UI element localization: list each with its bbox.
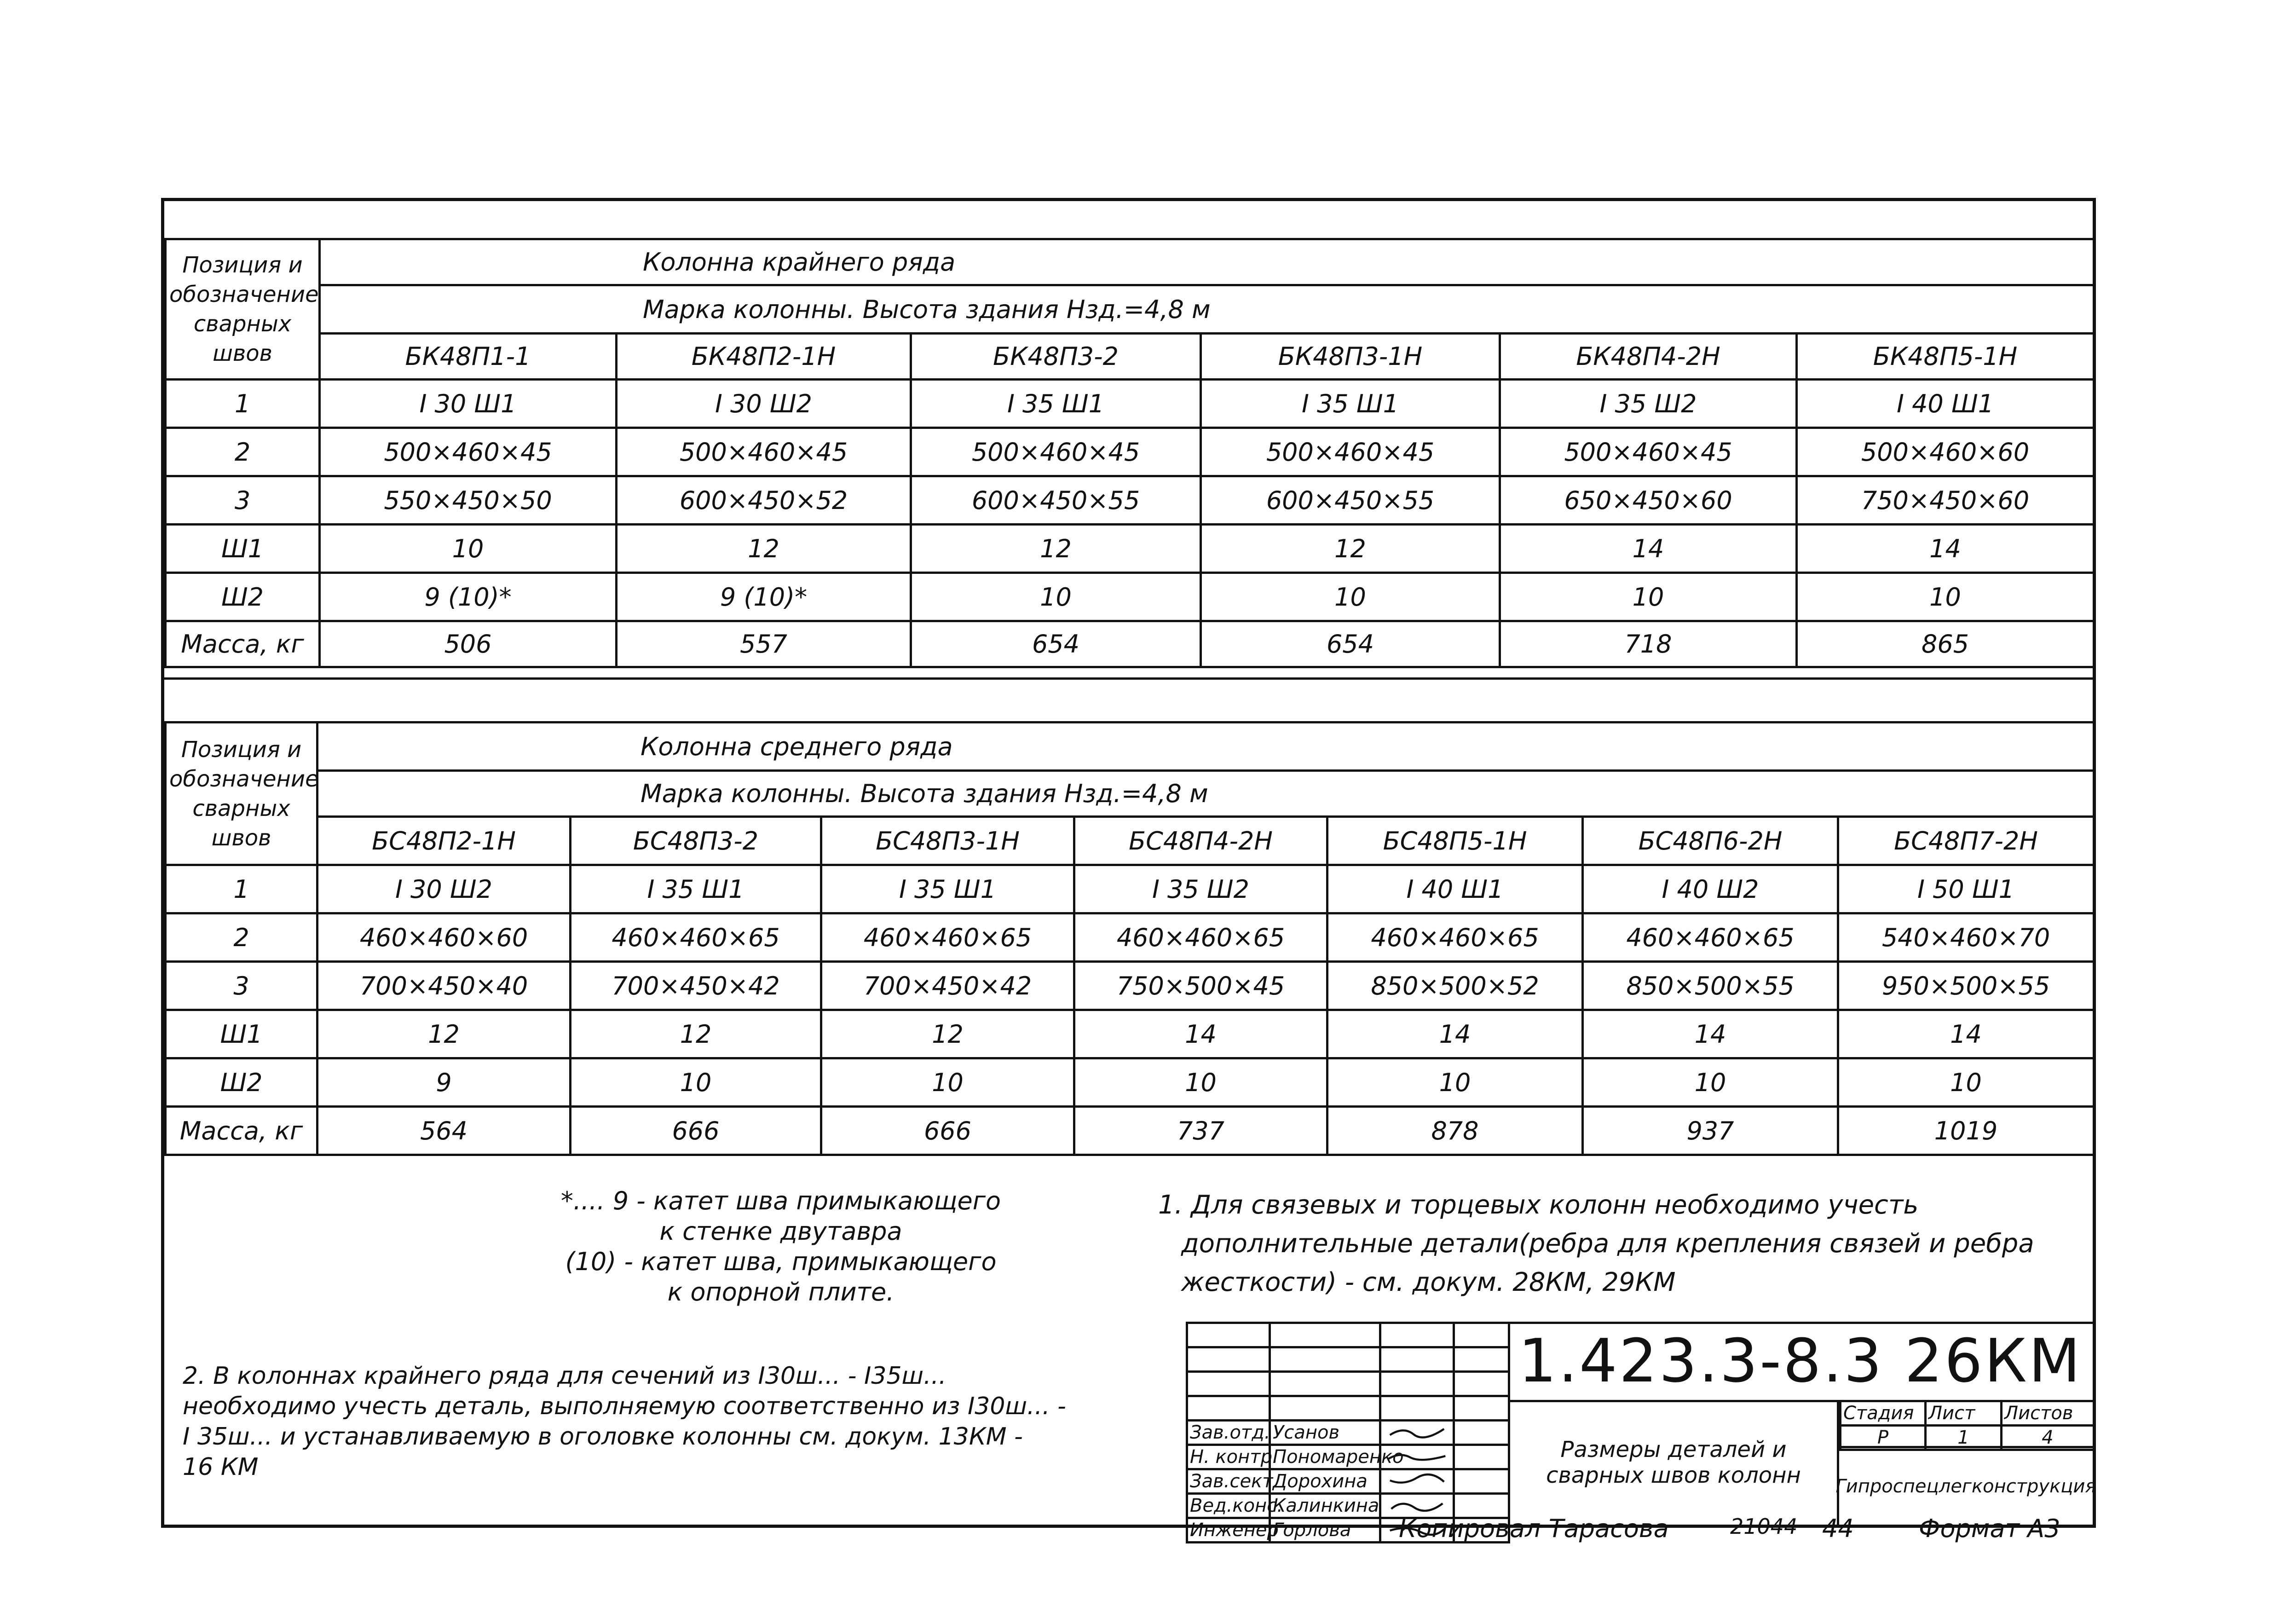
cell: 14 — [1838, 1010, 2094, 1058]
table-row — [166, 621, 2094, 667]
cell: 14 — [1074, 1010, 1327, 1058]
cell: 600×450×55 — [911, 476, 1201, 525]
cell: 460×460×65 — [1327, 913, 1583, 962]
signature-mark — [1380, 1469, 1454, 1494]
row-label: 2 — [166, 913, 317, 962]
sheet-value: 1 — [1926, 1426, 2002, 1450]
cell: 10 — [571, 1058, 821, 1107]
cell: I 30 Ш1 — [320, 380, 617, 428]
stamp-signature-grid — [1186, 1322, 1510, 1543]
cell: 500×460×45 — [1201, 428, 1500, 476]
cell: 10 — [1201, 573, 1500, 621]
edge-row-columns-table — [164, 238, 2095, 668]
position-header: Позиция и обозначение сварных швов — [166, 722, 317, 865]
position-header: Позиция и обозначение сварных швов — [166, 239, 320, 380]
cell: I 30 Ш2 — [317, 865, 571, 913]
row-label: Ш2 — [166, 1058, 317, 1107]
column-mark: БК48П3-2 — [911, 334, 1201, 380]
sheet-number: 44 — [1822, 1514, 1854, 1543]
sheets-value: 4 — [2002, 1426, 2094, 1450]
cell: 500×460×45 — [1500, 428, 1797, 476]
table-row — [166, 913, 2094, 962]
cell: 500×460×45 — [617, 428, 911, 476]
stage-header: Стадия — [1841, 1401, 1926, 1426]
cell: I 50 Ш1 — [1838, 865, 2094, 913]
cell: 460×460×60 — [317, 913, 571, 962]
row-label: 2 — [166, 428, 320, 476]
cell: 10 — [1583, 1058, 1838, 1107]
cell: I 40 Ш2 — [1583, 865, 1838, 913]
cell: 666 — [571, 1107, 821, 1155]
column-mark: БС48П3-1Н — [821, 817, 1074, 865]
stage-value: Р — [1841, 1426, 1926, 1450]
column-mark: БК48П1-1 — [320, 334, 617, 380]
cell: 650×450×60 — [1500, 476, 1797, 525]
row-label: Ш1 — [166, 1010, 317, 1058]
cell: 9 — [317, 1058, 571, 1107]
copied-by: Копировал Тарасова — [1399, 1514, 1669, 1543]
row-label: Масса, кг — [166, 1107, 317, 1155]
cell: 12 — [1201, 525, 1500, 573]
row-label: 3 — [166, 962, 317, 1010]
cell: 12 — [821, 1010, 1074, 1058]
cell: I 40 Ш1 — [1797, 380, 2094, 428]
stamp-stage-grid — [1839, 1400, 2095, 1451]
column-marks-row — [166, 817, 2094, 865]
cell: I 40 Ш1 — [1327, 865, 1583, 913]
cell: 500×460×45 — [911, 428, 1201, 476]
signature-mark — [1380, 1421, 1454, 1445]
sheet-header: Лист — [1926, 1401, 2002, 1426]
sheets-header: Листов — [2002, 1401, 2094, 1426]
cell: 500×460×45 — [320, 428, 617, 476]
document-title: Размеры деталей и сварных швов колонн — [1508, 1400, 1839, 1525]
column-mark: БК48П4-2Н — [1500, 334, 1797, 380]
cell: 10 — [821, 1058, 1074, 1107]
column-mark: БС48П4-2Н — [1074, 817, 1327, 865]
column-marks-row — [166, 334, 2094, 380]
stamp-role-row: Вед.конс. Калинкина — [1187, 1494, 1509, 1518]
cell: 12 — [317, 1010, 571, 1058]
column-mark: БС48П3-2 — [571, 817, 821, 865]
document-code: 1.423.3-8.3 26КМ — [1508, 1322, 2093, 1402]
cell: 12 — [911, 525, 1201, 573]
cell: 9 (10)* — [320, 573, 617, 621]
table-row — [166, 525, 2094, 573]
cell: 1019 — [1838, 1107, 2094, 1155]
cell: 10 — [320, 525, 617, 573]
table-row — [166, 380, 2094, 428]
column-mark: БС48П2-1Н — [317, 817, 571, 865]
cell: 950×500×55 — [1838, 962, 2094, 1010]
cell: 600×450×52 — [617, 476, 911, 525]
cell: 564 — [317, 1107, 571, 1155]
table-row — [166, 865, 2094, 913]
cell: 700×450×42 — [821, 962, 1074, 1010]
table-row — [166, 428, 2094, 476]
table-subtitle: Марка колонны. Высота здания Нзд.=4,8 м — [317, 771, 2094, 817]
cell: 14 — [1327, 1010, 1583, 1058]
cell: 750×500×45 — [1074, 962, 1327, 1010]
cell: 600×450×55 — [1201, 476, 1500, 525]
column-mark: БС48П6-2Н — [1583, 817, 1838, 865]
cell: I 35 Ш2 — [1074, 865, 1327, 913]
separator-line — [164, 677, 2093, 680]
cell: 700×450×42 — [571, 962, 821, 1010]
cell: 550×450×50 — [320, 476, 617, 525]
cell: 10 — [1797, 573, 2094, 621]
archive-number: 21044 — [1730, 1514, 1798, 1539]
cell: 460×460×65 — [571, 913, 821, 962]
cell: 9 (10)* — [617, 573, 911, 621]
cell: 12 — [617, 525, 911, 573]
cell: 718 — [1500, 621, 1797, 667]
cell: 14 — [1797, 525, 2094, 573]
cell: 878 — [1327, 1107, 1583, 1155]
row-label: 1 — [166, 865, 317, 913]
signature-mark — [1380, 1445, 1454, 1469]
row-label: 1 — [166, 380, 320, 428]
cell: I 35 Ш2 — [1500, 380, 1797, 428]
column-mark: БК48П3-1Н — [1201, 334, 1500, 380]
row-label: 3 — [166, 476, 320, 525]
table-row — [166, 1107, 2094, 1155]
cell: 850×500×52 — [1327, 962, 1583, 1010]
table-row — [166, 476, 2094, 525]
table-title: Колонна крайнего ряда — [320, 239, 2094, 285]
cell: 460×460×65 — [1074, 913, 1327, 962]
cell: I 35 Ш1 — [1201, 380, 1500, 428]
column-mark: БК48П5-1Н — [1797, 334, 2094, 380]
cell: 666 — [821, 1107, 1074, 1155]
middle-row-columns-table — [164, 721, 2095, 1156]
asterisk-footnote: *.... 9 - катет шва примыкающего к стенке двутавра (10) - катет шва, примыкающего к опорной плите. — [560, 1186, 1001, 1306]
cell: I 30 Ш2 — [617, 380, 911, 428]
cell: 460×460×65 — [1583, 913, 1838, 962]
cell: 937 — [1583, 1107, 1838, 1155]
column-mark: БС48П7-2Н — [1838, 817, 2094, 865]
cell: 750×450×60 — [1797, 476, 2094, 525]
table-title: Колонна среднего ряда — [317, 722, 2094, 771]
cell: 10 — [911, 573, 1201, 621]
cell: 557 — [617, 621, 911, 667]
cell: 654 — [1201, 621, 1500, 667]
cell: I 35 Ш1 — [911, 380, 1201, 428]
note-2: 2. В колоннах крайнего ряда для сечений из I30ш... - I35ш... необходимо учесть деталь, выполняемую соответственно из I30ш... - I 35ш... и устанавливаемую в оголовке колонны см. докум. 13КМ - 16 КМ — [183, 1362, 1066, 1481]
stamp-role-row: Зав.отд. Усанов — [1187, 1421, 1509, 1445]
note-1: 1. Для связевых и торцевых колонн необходимо учесть дополнительные детали(ребра для крепления связей и ребра жесткости) - см. докум. 28КМ, 29КМ — [1158, 1190, 2034, 1297]
row-label: Масса, кг — [166, 621, 320, 667]
cell: 654 — [911, 621, 1201, 667]
stamp-role-row: Инженер Горлова — [1187, 1518, 1509, 1543]
paper-format: Формат А3 — [1919, 1514, 2060, 1543]
row-label: Ш1 — [166, 525, 320, 573]
cell: 850×500×55 — [1583, 962, 1838, 1010]
table-row — [166, 962, 2094, 1010]
row-label: Ш2 — [166, 573, 320, 621]
cell: 700×450×40 — [317, 962, 571, 1010]
cell: 737 — [1074, 1107, 1327, 1155]
cell: 865 — [1797, 621, 2094, 667]
cell: 10 — [1327, 1058, 1583, 1107]
cell: 14 — [1583, 1010, 1838, 1058]
stamp-role-row: Зав.сект. Дорохина — [1187, 1469, 1509, 1494]
table-row — [166, 1058, 2094, 1107]
cell: 540×460×70 — [1838, 913, 2094, 962]
table-row — [166, 573, 2094, 621]
cell: 460×460×65 — [821, 913, 1074, 962]
cell: 10 — [1838, 1058, 2094, 1107]
cell: 506 — [320, 621, 617, 667]
cell: 500×460×60 — [1797, 428, 2094, 476]
cell: I 35 Ш1 — [571, 865, 821, 913]
cell: I 35 Ш1 — [821, 865, 1074, 913]
stamp-role-row: Н. контр. Пономаренко — [1187, 1445, 1509, 1469]
organization-name: Гипроспецлегконструкция — [1839, 1446, 2093, 1525]
cell: 10 — [1500, 573, 1797, 621]
cell: 12 — [571, 1010, 821, 1058]
table-row — [166, 1010, 2094, 1058]
cell: 14 — [1500, 525, 1797, 573]
table-subtitle: Марка колонны. Высота здания Нзд.=4,8 м — [320, 285, 2094, 334]
column-mark: БС48П5-1Н — [1327, 817, 1583, 865]
cell: 10 — [1074, 1058, 1327, 1107]
column-mark: БК48П2-1Н — [617, 334, 911, 380]
